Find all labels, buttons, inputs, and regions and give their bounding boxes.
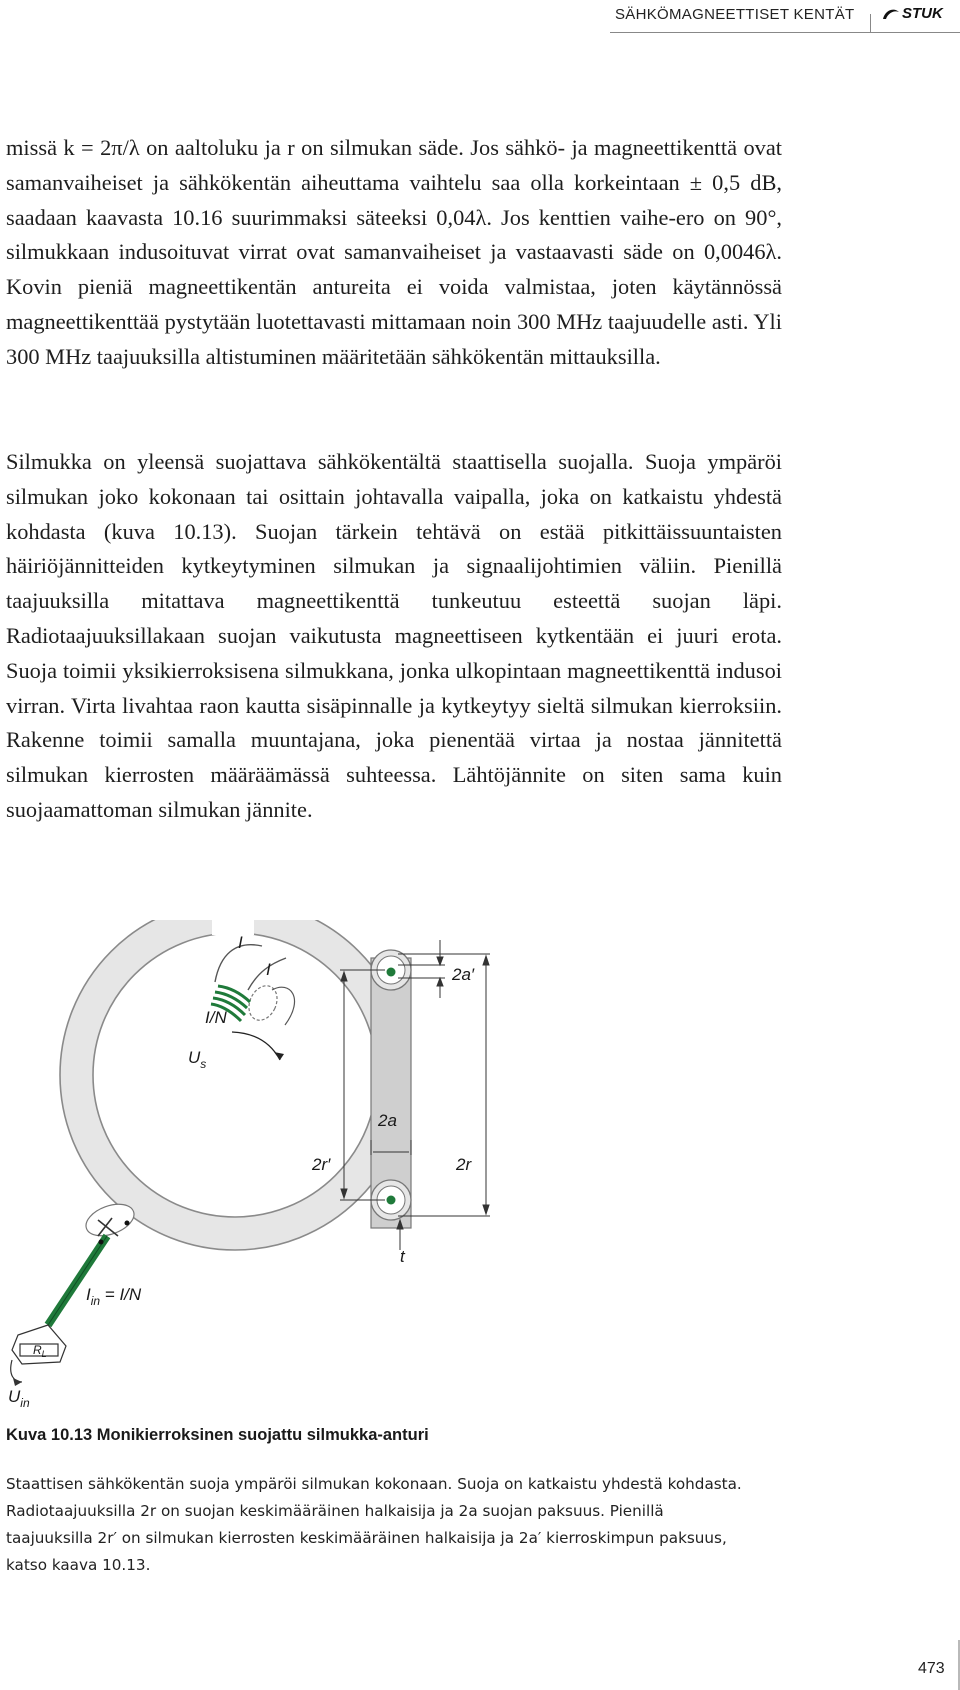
figure-caption-body bbox=[6, 1471, 754, 1579]
label-current-per-turn: I/N bbox=[205, 1008, 227, 1027]
label-current-inner: I bbox=[266, 960, 271, 979]
stuk-logo bbox=[882, 5, 943, 22]
figure-caption-title: Kuva 10.13 Monikierroksinen suojattu silmukka-anturi bbox=[6, 1426, 429, 1444]
body-paragraph-1 bbox=[6, 131, 782, 375]
body-paragraph-2 bbox=[6, 445, 782, 828]
section-title: SÄHKÖMAGNEETTISET KENTÄT bbox=[615, 6, 855, 23]
header-divider bbox=[870, 14, 871, 32]
label-input-current: $I_{in} = I/N$ bbox=[86, 1285, 142, 1308]
label-shield-diameter: 2r bbox=[456, 1155, 472, 1174]
figure-shielded-loop bbox=[0, 920, 960, 1420]
label-output-voltage: $U_{in}$ bbox=[8, 1387, 30, 1410]
label-shield-thickness: 2a bbox=[378, 1111, 397, 1130]
stuk-logo-icon bbox=[882, 7, 900, 21]
paragraph-text: missä k = 2π/λ on aaltoluku ja r on silmukan säde. Jos sähkö- ja magneettikenttä ovat samanvaiheiset ja sähkökentän aiheuttama vaihtelu saa olla korkeintaan ± 0,5 dB, saadaan kaavasta 10.16 suurimmaksi säteeksi 0,04λ. Jos kenttien vaihe-ero on 90°, silmukkaan indusoituvat virrat ovat samanvaiheiset ja vastaavasti säde on 0,0046λ. Kovin pieniä magneettikentän antureita ei voida valmistaa, joten käytännössä magneettikenttää pystytään luotettavasti mittamaan noin 300 MHz taajuudelle asti. Yli 300 MHz taajuuksilla altistuminen määritetään sähkökentän mittauksilla. bbox=[6, 135, 782, 369]
label-turn-thickness: 2a′ bbox=[452, 965, 475, 984]
paragraph-text: Silmukka on yleensä suojattava sähkökentältä staattisella suojalla. Suoja ympäröi silmukan joko kokonaan tai osittain johtavalla vaipalla, joka on katkaistu yhdestä kohdasta (kuva 10.13). Suojan tärkein tehtävä on estää pitkittäissuuntaisten häiriöjännitteiden kytkeytyminen silmukan ja signaalijohtimien väliin. Pienillä taajuuksilla mitattava magneettikenttä tunkeutuu esteettä suojan läpi. Radiotaajuuksillakaan suojan vaikutusta magneettiseen kytkentään ei juuri erota. Suoja toimii yksikierroksisena silmukkana, jonka ulkopintaan magneettikenttä indusoi virran. Virta livahtaa raon kautta sisäpinnalle ja kytkeytyy sieltä silmukan kierroksiin. Rakenne toimii samalla muuntajana, joka pienentää virtaa ja nostaa jännitettä silmukan kierrosten määräämässä suhteessa. Lähtöjännite on siten sama kuin suojaamattoman silmukan jännite. bbox=[6, 449, 782, 822]
label-shield-voltage: $U_s$ bbox=[188, 1048, 207, 1071]
page-number: 473 bbox=[918, 1660, 945, 1677]
header-rule bbox=[610, 32, 960, 33]
shield-cross-section bbox=[371, 950, 411, 1228]
figure-diagram bbox=[0, 920, 960, 1420]
label-load-resistor: RL bbox=[33, 1343, 47, 1359]
logo-text: STUK bbox=[902, 5, 943, 22]
page-header bbox=[0, 0, 960, 40]
label-thickness: t bbox=[400, 1247, 405, 1266]
label-current-outer: I bbox=[238, 933, 243, 952]
label-loop-diameter: 2r′ bbox=[312, 1155, 331, 1174]
caption-text: Staattisen sähkökentän suoja ympäröi silmukan kokonaan. Suoja on katkaistu yhdestä kohdasta. Radiotaajuuksilla 2r on suojan keskimääräinen halkaisija ja 2a suojan paksuus. Pienillä taajuuksilla 2r′ on silmukan kierrosten keskimääräinen halkaisija ja 2a′ kierroskimpun paksuus, katso kaava 10.13. bbox=[6, 1475, 742, 1574]
